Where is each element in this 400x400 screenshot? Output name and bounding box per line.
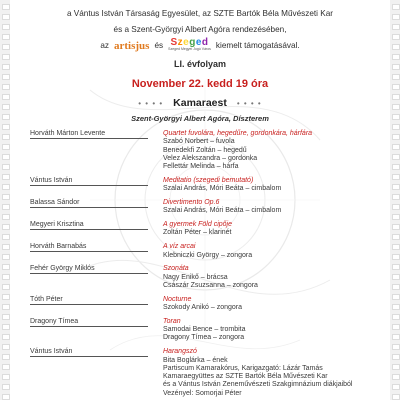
film-perforation: [2, 314, 10, 320]
performer-line: Zoltán Péter – klarinét: [163, 229, 232, 237]
event-venue: Szent-Györgyi Albert Agóra, Díszterem: [131, 114, 269, 123]
film-perforation: [392, 374, 400, 380]
film-perforation: [392, 354, 400, 360]
film-perforation: [2, 144, 10, 150]
film-perforation: [2, 354, 10, 360]
film-perforation: [392, 244, 400, 250]
work-block: [163, 130, 388, 171]
performer-line: Benedekfi Zoltán – hegedű: [163, 146, 247, 154]
szeged-logo-letter: z: [177, 37, 184, 48]
sponsors-and: és: [154, 41, 164, 50]
film-perforation: [2, 344, 10, 350]
film-perforation: [392, 334, 400, 340]
film-perforation: [392, 164, 400, 170]
work-title: A gyermek Föld cipője: [163, 221, 232, 229]
film-perforation: [392, 124, 400, 130]
performer-line: Velez Alekszandra – gordonka: [163, 154, 258, 162]
szeged-logo-letter: S: [170, 37, 178, 48]
event-date: November 22. kedd 19 óra: [131, 78, 269, 90]
performer-line: Partiscum Kamarakórus, Karigazgató: Lázár Tamás: [163, 364, 323, 372]
performer-line: Fellettár Melinda – hárfa: [163, 163, 239, 171]
film-perforation: [392, 324, 400, 330]
film-perforation: [392, 134, 400, 140]
film-perforation: [392, 394, 400, 400]
film-perforation: [2, 194, 10, 200]
film-perforation: [392, 254, 400, 260]
work-block: [163, 199, 388, 216]
organizers-header: [0, 6, 400, 54]
composer-name: Fehér György Miklós: [30, 265, 148, 273]
performer-line: Dragony Tímea – zongora: [163, 334, 245, 342]
event-title: Kamaraest: [173, 97, 227, 109]
work-block: [163, 348, 388, 398]
szeged-logo: [168, 37, 211, 52]
work-block: [163, 318, 388, 343]
film-perforation: [2, 374, 10, 380]
performer-line: Szalai András, Móri Beáta – cimbalom: [163, 185, 282, 193]
work-title: Meditatio (szegedi bemutató): [163, 177, 254, 184]
film-perforation: [392, 214, 400, 220]
work-block: [163, 177, 388, 194]
work-title: Toran: [163, 317, 181, 325]
film-perforation: [2, 164, 10, 170]
film-perforation: [2, 364, 10, 370]
film-perforation: [2, 184, 10, 190]
composer-name: Dragony Tímea: [30, 318, 148, 326]
film-perforation: [2, 134, 10, 140]
film-perforation: [2, 394, 10, 400]
work-block: [163, 265, 388, 290]
title-dots-left: • • • •: [138, 98, 164, 108]
film-perforation: [2, 234, 10, 240]
film-perforation: [392, 284, 400, 290]
film-perforation: [392, 364, 400, 370]
film-perforation: [392, 144, 400, 150]
film-perforation: [392, 174, 400, 180]
event-title-row: [0, 97, 400, 109]
work-block: [163, 296, 388, 313]
film-perforation: [392, 154, 400, 160]
sponsors-line: [0, 38, 400, 54]
film-perforation: [392, 194, 400, 200]
performer-line: Szabó Norbert – fuvola: [163, 138, 235, 146]
film-perforation: [2, 384, 10, 390]
performer-line: Samodai Bence – trombita: [163, 326, 246, 334]
szeged-logo-letter: e: [195, 37, 202, 48]
film-perforation: [392, 344, 400, 350]
film-perforation: [2, 264, 10, 270]
film-perforation: [392, 184, 400, 190]
film-perforation: [2, 334, 10, 340]
film-perforation: [2, 254, 10, 260]
sponsors-prefix: az: [100, 41, 109, 50]
performer-line: Bita Boglárka – ének: [163, 356, 228, 364]
film-perforation: [2, 284, 10, 290]
szeged-logo-subtitle: Szeged Megyei Jogú Város: [168, 47, 211, 51]
composer-name: Tóth Péter: [30, 296, 148, 304]
film-perforation: [392, 234, 400, 240]
film-perforation: [2, 174, 10, 180]
work-block: [163, 221, 388, 238]
artisjus-logo: artisjus: [114, 40, 150, 52]
film-perforation: [2, 274, 10, 280]
composer-name: Horváth Márton Levente: [30, 130, 148, 138]
szeged-logo-letter: g: [189, 37, 196, 48]
film-perforation: [2, 244, 10, 250]
performer-line: Nagy Enikő – brácsa: [163, 273, 228, 281]
film-perforation: [392, 224, 400, 230]
film-perforation: [2, 204, 10, 210]
sponsors-suffix: kiemelt támogatásával.: [215, 41, 300, 50]
composer-name: Vántus István: [30, 348, 148, 356]
composer-name: Balassa Sándor: [30, 199, 148, 207]
performer-line: Vezényel: Somorjai Péter: [163, 389, 242, 397]
title-dots-right: • • • •: [236, 98, 262, 108]
film-perforation: [2, 224, 10, 230]
performer-line: Császár Zsuzsanna – zongora: [163, 281, 258, 289]
film-perforation: [2, 294, 10, 300]
volume-label: LI. évfolyam: [173, 59, 227, 69]
work-title: Nocturne: [163, 295, 192, 303]
performer-line: Klebniczki György – zongora: [163, 251, 253, 259]
work-block: [163, 243, 388, 260]
performer-line: Szalai András, Móri Beáta – cimbalom: [163, 207, 282, 215]
film-perforation: [2, 154, 10, 160]
film-perforation: [2, 324, 10, 330]
work-title: Divertimento Op.6: [163, 199, 220, 207]
szeged-logo-letter: e: [183, 37, 190, 48]
film-perforation: [2, 214, 10, 220]
organizers-line-1: a Vántus István Társaság Egyesület, az SZTE Bartók Béla Művészeti Kar: [66, 9, 334, 18]
composer-name: Megyeri Krisztina: [30, 221, 148, 229]
film-perforation: [2, 124, 10, 130]
performer-line: és a Vántus István Zeneművészeti Szakgimnázium diákjaiból: [163, 381, 353, 389]
film-perforation: [392, 304, 400, 310]
film-perforation: [2, 304, 10, 310]
film-perforation: [392, 294, 400, 300]
work-title: A víz arcai: [163, 243, 196, 251]
szeged-logo-letter: d: [201, 37, 209, 48]
composer-name: Horváth Barnabás: [30, 243, 148, 251]
film-perforation: [392, 204, 400, 210]
film-perforation: [392, 384, 400, 390]
film-perforation: [392, 314, 400, 320]
organizers-line-2: és a Szent-Györgyi Albert Agóra rendezésében,: [113, 25, 287, 34]
composer-name: Vántus István: [30, 177, 148, 185]
performer-line: Kamaraegyüttes az SZTE Bartók Béla Művészeti Kar: [163, 373, 328, 381]
work-title: Harangszó: [163, 348, 197, 356]
film-perforation: [392, 264, 400, 270]
performer-line: Szokody Anikó – zongora: [163, 304, 242, 312]
film-perforation: [392, 274, 400, 280]
work-title: Quartet fuvolára, hegedűre, gordonkára, hárfára: [163, 130, 313, 137]
work-title: Szonáta: [163, 265, 189, 273]
